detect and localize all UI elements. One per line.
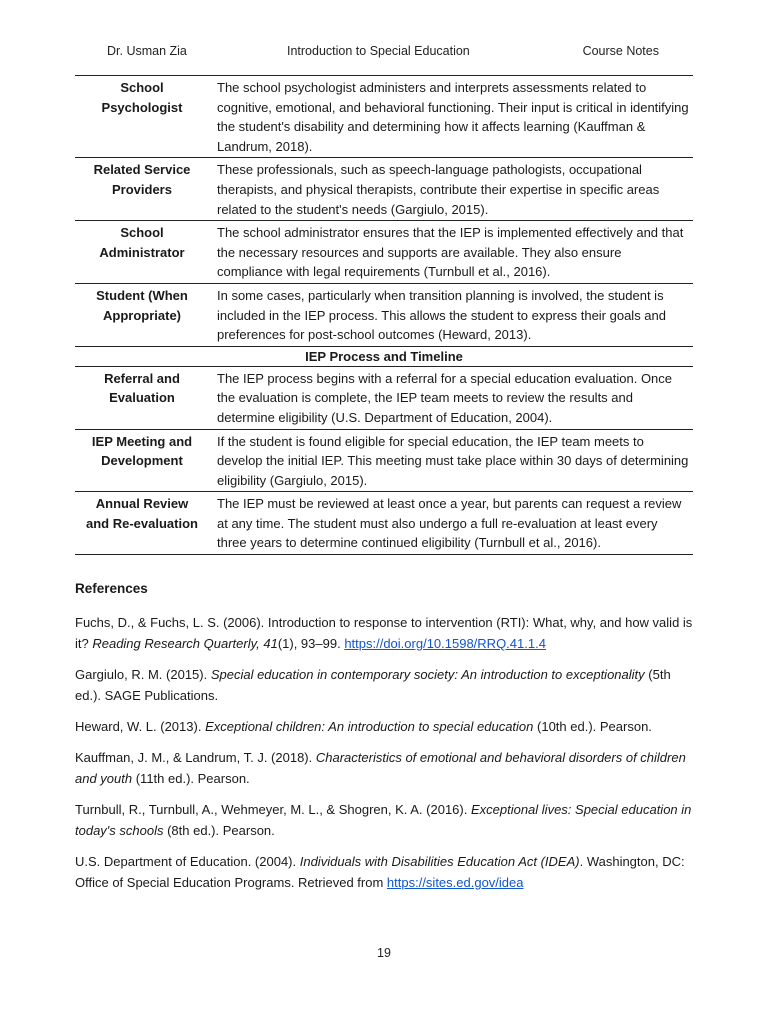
reference-title: Reading Research Quarterly, 41 — [92, 636, 278, 651]
page-number: 19 — [377, 946, 391, 960]
row-label-line: Related Service — [93, 162, 191, 178]
row-label — [75, 492, 209, 555]
reference-details: (8th ed.). Pearson. — [163, 823, 275, 838]
row-label — [75, 221, 209, 284]
reference-details: (5th ed.). SAGE Publications. — [75, 667, 671, 703]
row-label-line: Administrator — [99, 244, 185, 260]
reference-title: Individuals with Disabilities Education Act (IDEA) — [299, 854, 580, 869]
row-label-line: Referral and — [104, 370, 180, 386]
reference-text: Fuchs, D., & Fuchs, L. S. (2006). Introduction to response to intervention (RTI): What, why, and how valid is it? — [75, 615, 693, 651]
reference-text: Turnbull, R., Turnbull, A., Wehmeyer, M. L., & Shogren, K. A. (2016). — [75, 802, 471, 817]
reference-item — [75, 747, 695, 789]
reference-link[interactable]: https://doi.org/10.1598/RRQ.41.1.4 — [344, 636, 546, 651]
row-label-line: Evaluation — [109, 390, 175, 406]
header-course-title: Introduction to Special Education — [287, 44, 470, 58]
reference-text: Heward, W. L. (2013). — [75, 719, 206, 734]
row-description: If the student is found eligible for special education, the IEP team meets to develop the initial IEP. This meeting must take place within 30 days of determining eligibility (Gargiulo, 2015). — [209, 429, 693, 492]
reference-item — [75, 612, 695, 654]
page-header — [75, 44, 693, 64]
row-label-line: Providers — [112, 181, 172, 197]
reference-text: U.S. Department of Education. (2004). — [75, 854, 300, 869]
reference-item — [75, 716, 695, 737]
table-row — [75, 283, 693, 346]
table-row — [75, 158, 693, 221]
row-label — [75, 429, 209, 492]
reference-link[interactable]: https://sites.ed.gov/idea — [386, 875, 524, 890]
row-label-line: Student (When — [96, 287, 188, 303]
references-section — [75, 578, 695, 903]
reference-text: Gargiulo, R. M. (2015). — [75, 667, 211, 682]
header-doc-type: Course Notes — [582, 44, 659, 58]
reference-details: . Washington, DC: Office of Special Education Programs. Retrieved from — [75, 854, 685, 890]
row-label-line: Psychologist — [101, 99, 183, 115]
reference-details: (11th ed.). Pearson. — [132, 771, 250, 786]
table-row — [75, 429, 693, 492]
header-author: Dr. Usman Zia — [107, 44, 187, 58]
section-heading-row — [75, 346, 693, 366]
row-description: The school psychologist administers and interprets assessments related to cognitive, emotional, and behavioral functioning. Their input is critical in identifying the student's disability and determining how it affects learning (Kauffman & Landrum, 2018). — [209, 76, 693, 158]
table-row — [75, 492, 693, 555]
reference-title: Exceptional children: An introduction to special education — [205, 719, 534, 734]
reference-title: Exceptional lives: Special education in today's schools — [75, 802, 692, 838]
row-label — [75, 76, 209, 158]
section-heading: IEP Process and Timeline — [75, 346, 693, 366]
row-label-line: School — [120, 80, 164, 95]
row-label-line: Appropriate) — [103, 307, 181, 323]
row-label — [75, 366, 209, 429]
reference-item — [75, 851, 695, 893]
reference-item — [75, 664, 695, 706]
table-row — [75, 221, 693, 284]
row-description: These professionals, such as speech-language pathologists, occupational therapists, and physical therapists, contribute their expertise in specific areas related to the student's needs (Gargiulo, 2015). — [209, 158, 693, 221]
reference-item — [75, 799, 695, 841]
table-row — [75, 366, 693, 429]
reference-details: (1), 93–99. — [277, 636, 345, 651]
iep-roles-table — [75, 75, 693, 555]
reference-details: (10th ed.). Pearson. — [533, 719, 652, 734]
row-label — [75, 158, 209, 221]
row-description: The school administrator ensures that the IEP is implemented effectively and that the necessary resources and supports are available. They also ensure compliance with legal requirements (Turnbull et al., 2016). — [209, 221, 693, 284]
references-list — [75, 612, 695, 893]
row-description: The IEP must be reviewed at least once a year, but parents can request a review at any time. The student must also undergo a full re-evaluation at least every three years to determine continued eligibility (Turnbull et al., 2016). — [209, 492, 693, 555]
reference-title: Special education in contemporary society: An introduction to exceptionality — [210, 667, 645, 682]
row-description: The IEP process begins with a referral for a special education evaluation. Once the evaluation is complete, the IEP team meets to review the results and determine eligibility (U.S. Department of Education, 2004). — [209, 366, 693, 429]
row-label-line: Annual Review — [95, 496, 189, 512]
reference-title: Characteristics of emotional and behavioral disorders of children and youth — [75, 750, 686, 786]
reference-text: Kauffman, J. M., & Landrum, T. J. (2018). — [75, 750, 316, 765]
row-description: In some cases, particularly when transition planning is involved, the student is included in the IEP process. This allows the student to express their goals and preferences for post-school outcomes (Heward, 2013). — [209, 283, 693, 346]
table-row — [75, 76, 693, 158]
row-label-line: and Re-evaluation — [86, 515, 198, 531]
references-heading: References — [75, 581, 148, 596]
row-label-line: School — [120, 225, 164, 241]
row-label — [75, 283, 209, 346]
row-label-line: Development — [101, 453, 183, 469]
row-label-line: IEP Meeting and — [91, 433, 193, 449]
